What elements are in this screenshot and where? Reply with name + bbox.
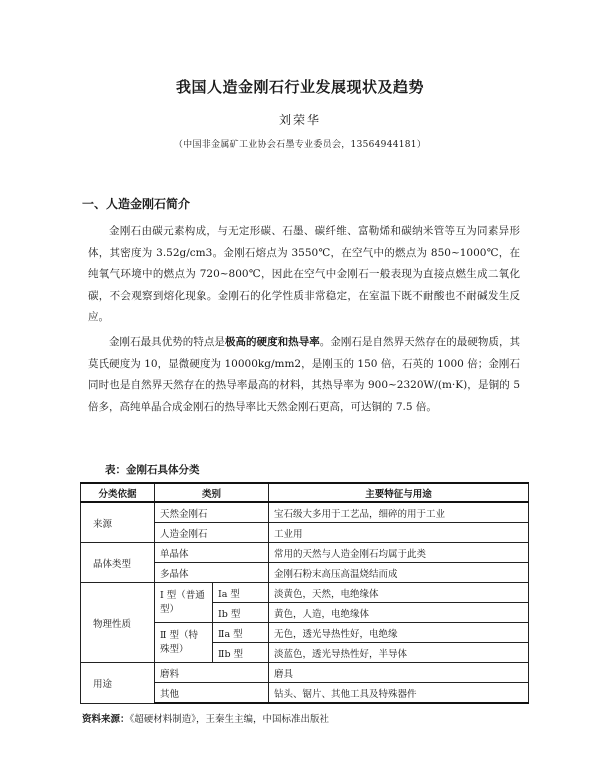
table-row xyxy=(81,663,529,683)
cell-natural-diamond-desc: 宝石级大多用于工艺品，细碎的用于工业 xyxy=(269,502,529,523)
author-affiliation: （中国非金属矿工业协会石墨专业委员会，13564944181） xyxy=(173,140,427,150)
table-source-note xyxy=(82,711,329,725)
cell-type-2a-desc: 无色，透光导热性好，电绝缘 xyxy=(269,623,529,643)
cell-other-use-desc: 钻头、锯片、其他工具及特殊器件 xyxy=(269,683,529,704)
paragraph-2-highlight: 极高的硬度和热导率 xyxy=(224,336,320,348)
cell-single-crystal-desc: 常用的天然与人造金刚石均属于此类 xyxy=(269,543,529,563)
header-features: 主要特征与用途 xyxy=(269,483,529,502)
cell-single-crystal: 单晶体 xyxy=(155,543,269,563)
table-header-row xyxy=(81,483,529,502)
paragraph-2 xyxy=(88,332,520,418)
header-basis: 分类依据 xyxy=(81,483,155,502)
cell-polycrystal-desc: 金刚石粉末高压高温烧结而成 xyxy=(269,563,529,583)
section-heading: 一、人造金刚石简介 xyxy=(82,197,191,211)
paragraph-1: 金刚石由碳元素构成，与无定形碳、石墨、碳纤维、富勒烯和碳纳米管等互为同素异形体，其密度为 3.52g/cm3。金刚石熔点为 3550℃，在空气中的燃点为 850~1000℃，在纯氧气环境中的燃点为 720~800℃，因此在空气中金刚石一般表现为直接点燃生成二氧化碳，不会观察到熔化现象。金刚石的化学性质非常稳定，在室温下既不耐酸也不耐碱发生反应。 xyxy=(88,225,520,323)
author-name: 刘荣华 xyxy=(278,113,321,127)
category-crystal: 晶体类型 xyxy=(81,543,155,583)
table-row xyxy=(81,543,529,563)
source-note-label: 资料来源： xyxy=(82,714,130,725)
cell-type-2b-desc: 淡蓝色，透光导热性好，半导体 xyxy=(269,643,529,663)
category-use: 用途 xyxy=(81,663,155,704)
classification-table xyxy=(80,482,529,704)
category-source: 来源 xyxy=(81,502,155,543)
table-row xyxy=(81,583,529,603)
cell-type-2: Ⅱ 型（特殊型） xyxy=(155,623,213,663)
table-caption: 表：金刚石具体分类 xyxy=(105,464,200,476)
cell-type-1a-desc: 淡黄色，天然，电绝缘体 xyxy=(269,583,529,603)
source-note-text: 《超硬材料制造》，王秦生主编，中国标准出版社 xyxy=(129,714,330,725)
cell-abrasive-desc: 磨具 xyxy=(269,663,529,683)
cell-type-1b-desc: 黄色，人造，电绝缘体 xyxy=(269,603,529,623)
paragraph-2-prefix: 金刚石最具优势的特点是 xyxy=(109,336,225,348)
cell-synthetic-diamond: 人造金刚石 xyxy=(155,523,269,543)
table-row xyxy=(81,502,529,523)
cell-type-1a: Ⅰa 型 xyxy=(213,583,269,603)
cell-type-1: Ⅰ 型（普通型） xyxy=(155,583,213,623)
paragraph-2-suffix: 。金刚石是自然界天然存在的最硬物质，其莫氏硬度为 10，显微硬度为 10000kg/mm2，是刚玉的 150 倍，石英的 1000 倍；金刚石同时也是自然界天然存在的热导率最高的材料，其热导率为 900~2320W/(m·K)，是铜的 5 倍多，高纯单晶合成金刚石的热导率比天然金刚石更高，可达铜的 7.5 倍。 xyxy=(88,336,521,413)
cell-natural-diamond: 天然金刚石 xyxy=(155,502,269,523)
cell-other-use: 其他 xyxy=(155,683,269,704)
cell-type-1b: Ⅰb 型 xyxy=(213,603,269,623)
cell-polycrystal: 多晶体 xyxy=(155,563,269,583)
cell-synthetic-diamond-desc: 工业用 xyxy=(269,523,529,543)
category-physical: 物理性质 xyxy=(81,583,155,663)
header-category: 类别 xyxy=(155,483,269,502)
cell-type-2b: Ⅱb 型 xyxy=(213,643,269,663)
cell-abrasive: 磨料 xyxy=(155,663,269,683)
document-title: 我国人造金刚石行业发展现状及趋势 xyxy=(175,78,424,96)
cell-type-2a: Ⅱa 型 xyxy=(213,623,269,643)
